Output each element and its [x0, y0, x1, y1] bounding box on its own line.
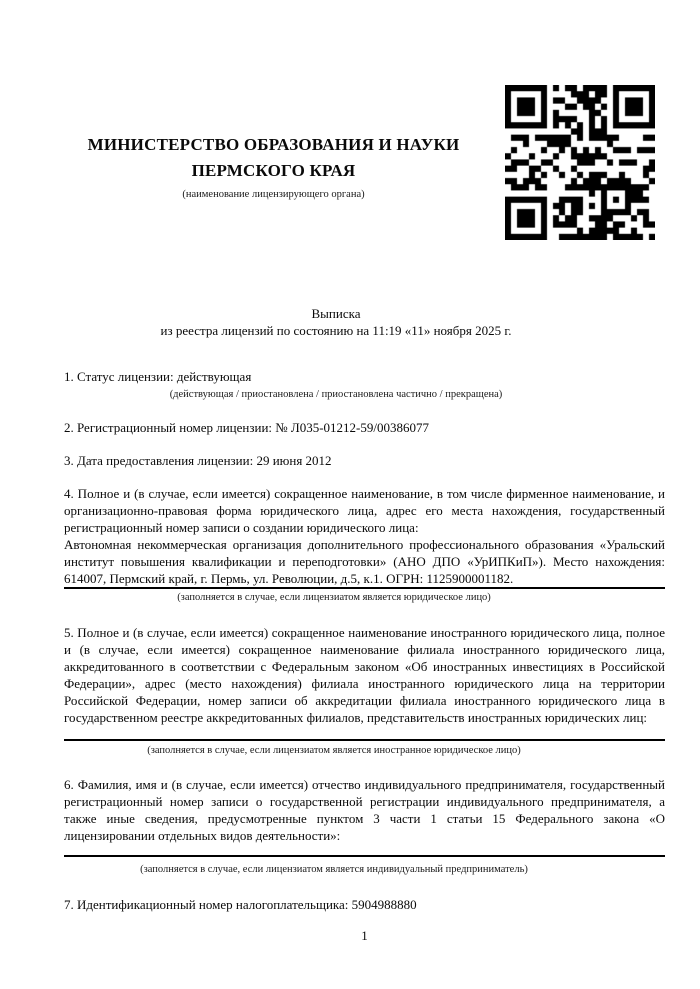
- legal-entity-divider: [64, 587, 665, 589]
- legal-entity-label: 4. Полное и (в случае, если имеется) сокращенное наименование, в том числе фирменное наименование, и организационно-правовая форма юридического лица, адрес его места нахождения, государственный регистрационный номер записи о создании юридического лица:: [64, 486, 665, 535]
- legal-entity-value: Автономная некоммерческая организация дополнительного профессионального образования «Уральский институт повышения квалификации и переподготовки» (АНО ДПО «УрИПКиП»). Место нахождения: 614007, Пермский край, г. Пермь, ул. Революции, д.5, к.1. ОГРН: 1125900001182.: [64, 537, 665, 586]
- section-foreign-entity: [64, 624, 665, 757]
- qr-code-image: [505, 85, 655, 240]
- foreign-entity-caption: (заполняется в случае, если лицензиатом является иностранное юридическое лицо): [147, 745, 521, 756]
- section-taxpayer-number: [64, 896, 665, 913]
- section-registration-number: [64, 419, 665, 436]
- section-legal-entity: [64, 485, 665, 604]
- legal-entity-caption: (заполняется в случае, если лицензиатом является юридическое лицо): [177, 592, 491, 603]
- registration-number-text: 2. Регистрационный номер лицензии: № Л035-01212-59/00386077: [64, 420, 430, 435]
- foreign-entity-label: 5. Полное и (в случае, если имеется) сокращенное наименование иностранного юридического лица, полное и (в случае, если имеется) сокращенное наименование филиала иностранного юридического лица, аккредитованного в соответствии с Федеральным законом «Об иностранных инвестициях в Российской Федерации», адрес (место нахождения) филиала иностранного юридического лица на территории Российской Федерации, номер записи об аккредитации филиала иностранного юридического лица в государственном реестре аккредитованных филиалов, представительств иностранных юридических лиц:: [64, 625, 665, 725]
- page-number: 1: [361, 928, 368, 943]
- document-title: Выписка: [311, 306, 361, 321]
- ministry-name: [66, 132, 481, 184]
- grant-date-text: 3. Дата предоставления лицензии: 29 июня 2012: [64, 453, 332, 468]
- taxpayer-number-text: 7. Идентификационный номер налогоплательщика: 5904988880: [64, 897, 417, 912]
- license-status-text: 1. Статус лицензии: действующая: [64, 369, 252, 384]
- ministry-name-line2: ПЕРМСКОГО КРАЯ: [191, 161, 356, 180]
- individual-entrepreneur-label: 6. Фамилия, имя и (в случае, если имеется) отчество индивидуального предпринимателя, государственный регистрационный номер записи о государственной регистрации индивидуального предпринимателя, а также иные сведения, предусмотренные пунктом 3 части 1 статьи 15 Федерального закона «О лицензировании отдельных видов деятельности»:: [64, 777, 665, 843]
- foreign-entity-divider: [64, 739, 665, 741]
- individual-entrepreneur-caption: (заполняется в случае, если лицензиатом является индивидуальный предприниматель): [140, 864, 528, 875]
- document-title-block: [66, 305, 606, 339]
- individual-entrepreneur-divider: [64, 855, 665, 857]
- document-subtitle: из реестра лицензий по состоянию на 11:19 «11» ноября 2025 г.: [160, 323, 512, 338]
- licensing-authority-caption: (наименование лицензирующего органа): [182, 189, 365, 200]
- section-license-status: [64, 368, 665, 401]
- license-status-caption: (действующая / приостановлена / приостановлена частично / прекращена): [169, 389, 503, 400]
- ministry-name-line1: МИНИСТЕРСТВО ОБРАЗОВАНИЯ И НАУКИ: [87, 135, 460, 154]
- section-grant-date: [64, 452, 665, 469]
- qr-code: [505, 85, 655, 240]
- ministry-header: [66, 132, 481, 201]
- section-individual-entrepreneur: [64, 776, 665, 876]
